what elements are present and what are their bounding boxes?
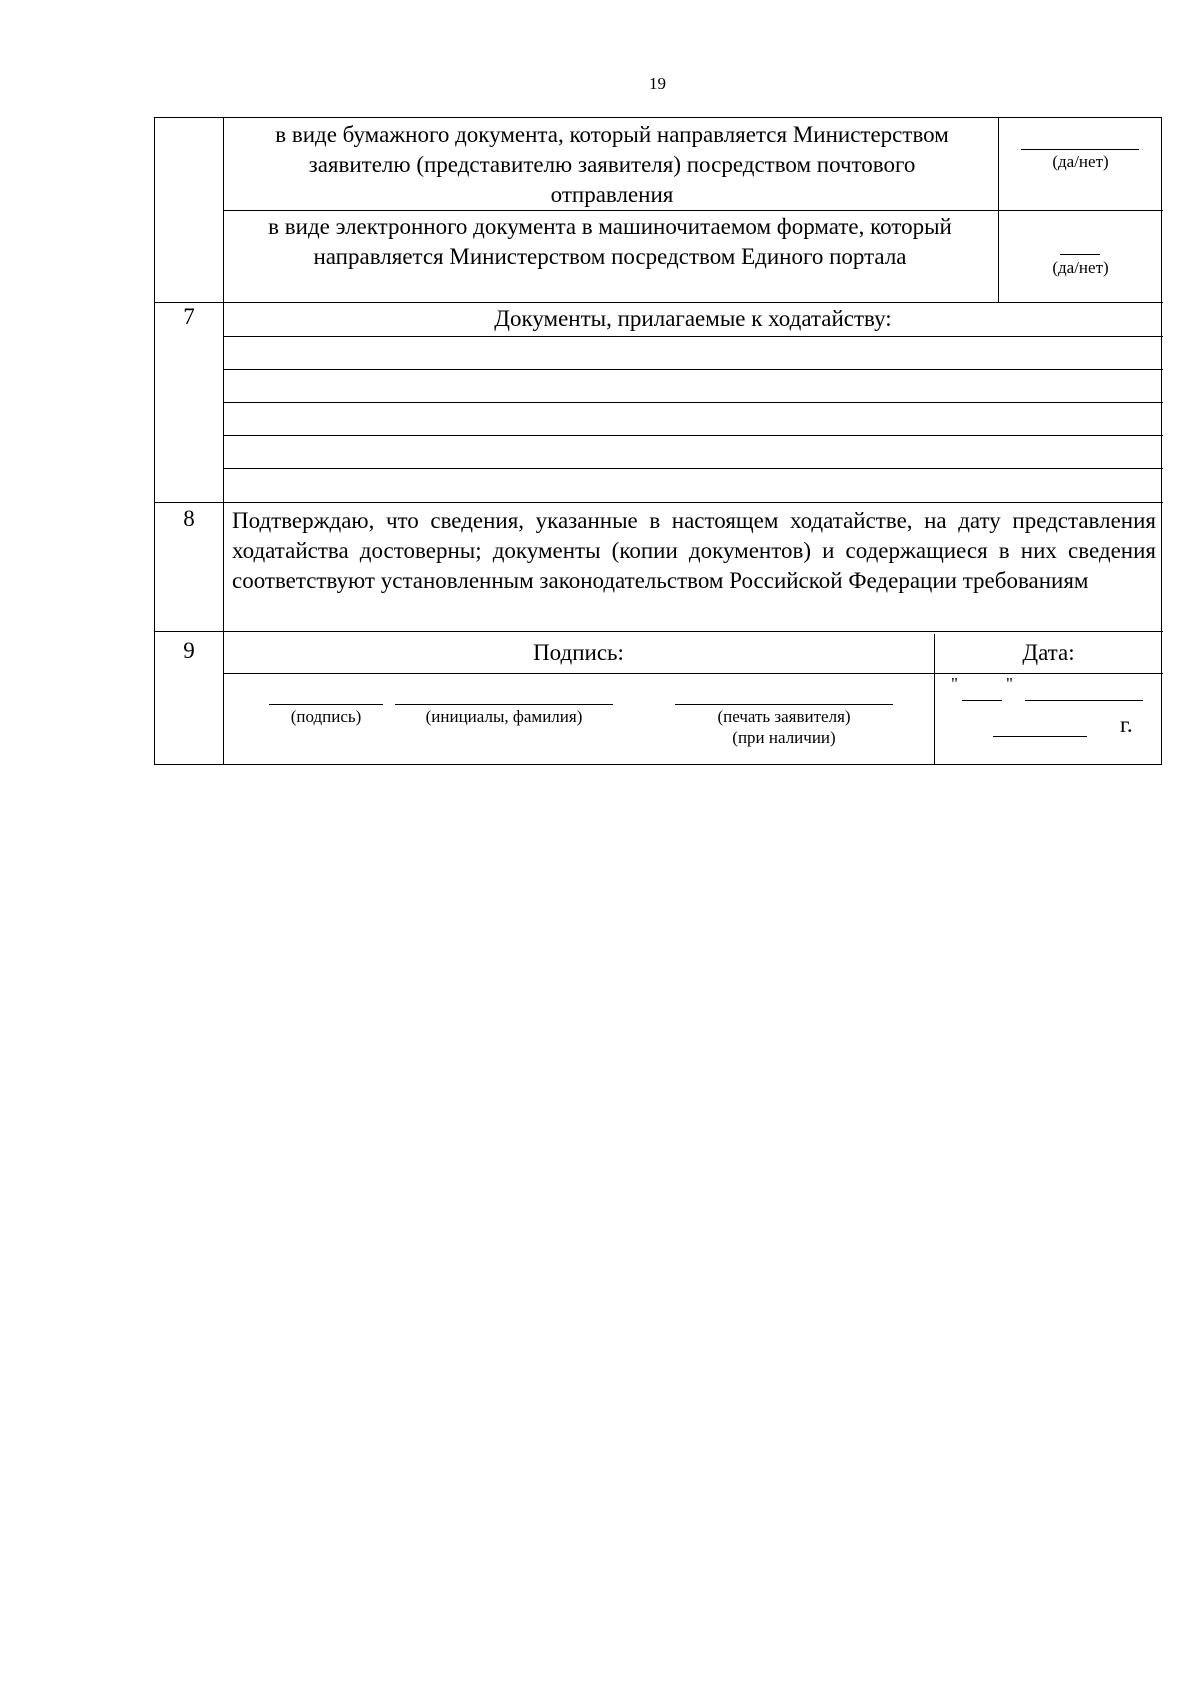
section-9-number: 9 <box>183 638 195 663</box>
signature-label: (подпись) <box>290 707 362 726</box>
option-electronic-answer-field[interactable] <box>1060 254 1100 255</box>
year-suffix: г. <box>1120 712 1133 737</box>
attached-document-row-3[interactable] <box>223 403 1163 435</box>
attached-document-row-2[interactable] <box>223 370 1163 402</box>
application-form-table <box>154 117 1162 765</box>
signature-header: Подпись: <box>533 640 624 665</box>
name-label: (инициалы, фамилия) <box>425 707 583 726</box>
row-divider <box>223 210 1163 211</box>
name-field[interactable] <box>395 704 613 705</box>
date-quote-close: " <box>1006 674 1013 693</box>
page-number: 19 <box>649 74 666 93</box>
row-divider <box>155 302 1163 303</box>
attached-document-row-1[interactable] <box>223 337 1163 369</box>
row-divider <box>223 673 1163 674</box>
stamp-field[interactable] <box>675 704 893 705</box>
confirmation-text: Подтверждаю, что сведения, указанные в настоящем ходатайстве, на дату представления ходатайства достоверны; документы (копии документов) и содержащиеся в них сведения соответствуют установленным законодательством Российской Федерации требованиям <box>232 508 1156 593</box>
option-paper-answer-field[interactable] <box>1021 149 1139 150</box>
date-month-field[interactable] <box>1025 700 1143 701</box>
signature-field[interactable] <box>269 704 383 705</box>
section-8-number: 8 <box>183 506 195 531</box>
date-header: Дата: <box>1022 640 1075 665</box>
section-7-number: 7 <box>183 304 195 329</box>
date-quote-open: " <box>951 674 958 693</box>
section-7-title: Документы, прилагаемые к ходатайству: <box>494 306 892 331</box>
date-day-field[interactable] <box>962 700 1002 701</box>
row-divider <box>155 631 1163 632</box>
attached-document-row-5[interactable] <box>223 469 1163 501</box>
option-electronic-text: в виде электронного документа в машиночитаемом формате, который направляется Министерством посредством Единого портала <box>268 214 952 269</box>
option-paper-text: в виде бумажного документа, который направляется Министерством заявителю (представителю заявителя) посредством почтового отправления <box>275 122 949 207</box>
row-divider <box>155 502 1163 503</box>
attached-document-row-4[interactable] <box>223 436 1163 468</box>
date-year-field[interactable] <box>993 736 1087 737</box>
option-paper-answer-label: (да/нет) <box>1052 152 1109 171</box>
stamp-label: (печать заявителя) <box>717 707 851 726</box>
option-electronic-answer-label: (да/нет) <box>1052 258 1109 277</box>
stamp-note: (при наличии) <box>732 728 836 747</box>
